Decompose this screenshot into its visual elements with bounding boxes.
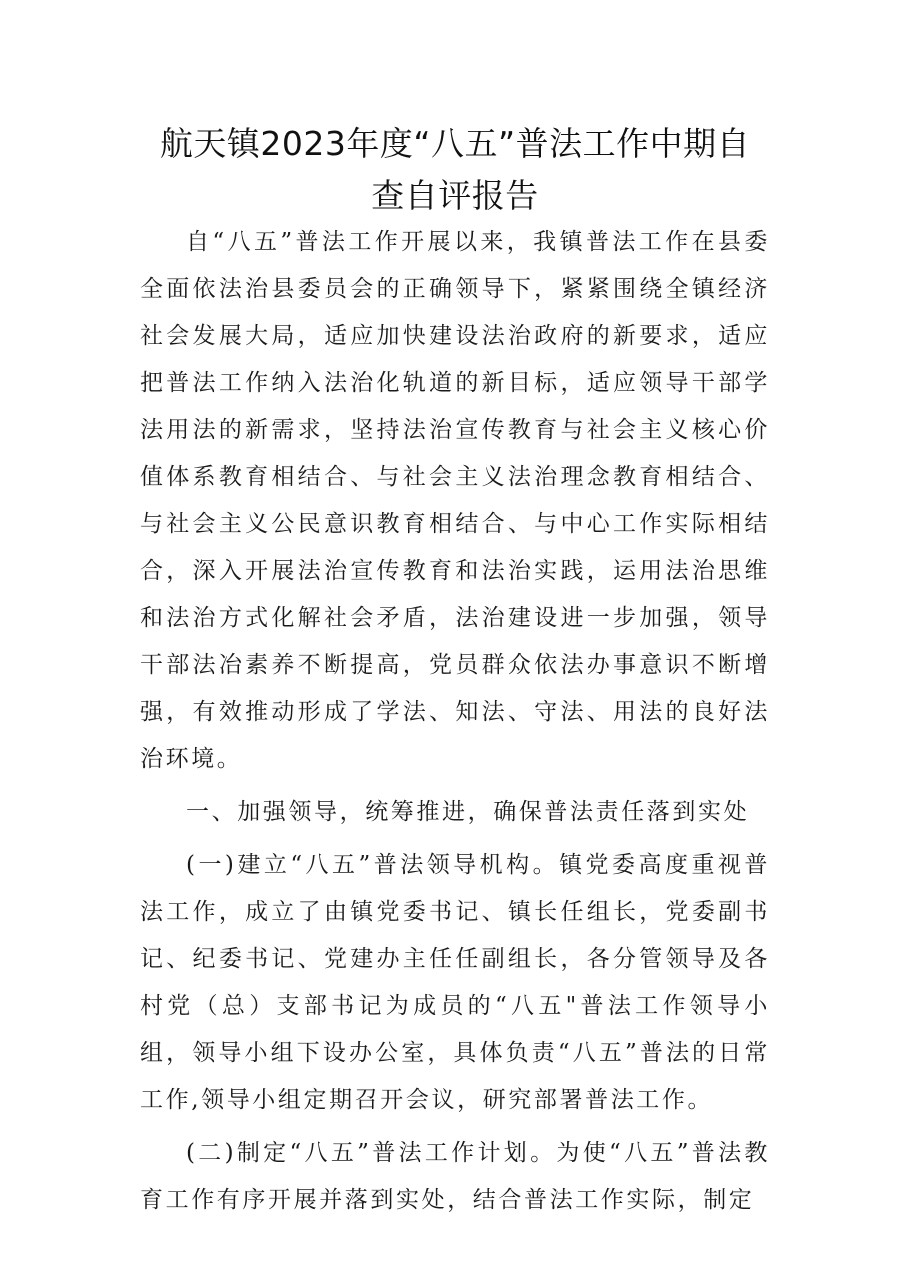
paragraph-2: (二)制定“八五”普法工作计划。为使“八五”普法教育工作有序开展并落到实处，结合普法工作实际，制定 <box>140 1140 770 1213</box>
paragraph-1: (一)建立“八五”普法领导机构。镇党委高度重视普法工作，成立了由镇党委书记、镇长任组长，党委副书记、纪委书记、党建办主任任副组长，各分管领导及各村党（总）支部书记为成员的“八五"普法工作领导小组，领导小组下设办公室，具体负责“八五”普法的日常工作,领导小组定期召开会议，研究部署普法工作。 <box>140 852 770 1113</box>
document-title <box>120 118 790 222</box>
title-line-2: 查自评报告 <box>371 176 539 215</box>
document-body <box>140 219 770 1224</box>
intro-paragraph: 自“八五”普法工作开展以来，我镇普法工作在县委全面依法治县委员会的正确领导下，紧紧围绕全镇经济社会发展大局，适应加快建设法治政府的新要求，适应把普法工作纳入法治化轨道的新目标，适应领导干部学法用法的新需求，坚持法治宣传教育与社会主义核心价值体系教育相结合、与社会主义法治理念教育相结合、与社会主义公民意识教育相结合、与中心工作实际相结合，深入开展法治宣传教育和法治实践，运用法治思维和法治方式化解社会矛盾，法治建设进一步加强，领导干部法冶素养不断提高，党员群众依法办事意识不断增强，有效推动形成了学法、知法、守法、用法的良好法治环境。 <box>140 229 770 772</box>
section-heading-1: 一、加强领导，统筹推进，确保普法责任落到实处 <box>186 799 750 825</box>
title-line-1: 航天镇2023年度“八五”普法工作中期自 <box>159 124 751 163</box>
